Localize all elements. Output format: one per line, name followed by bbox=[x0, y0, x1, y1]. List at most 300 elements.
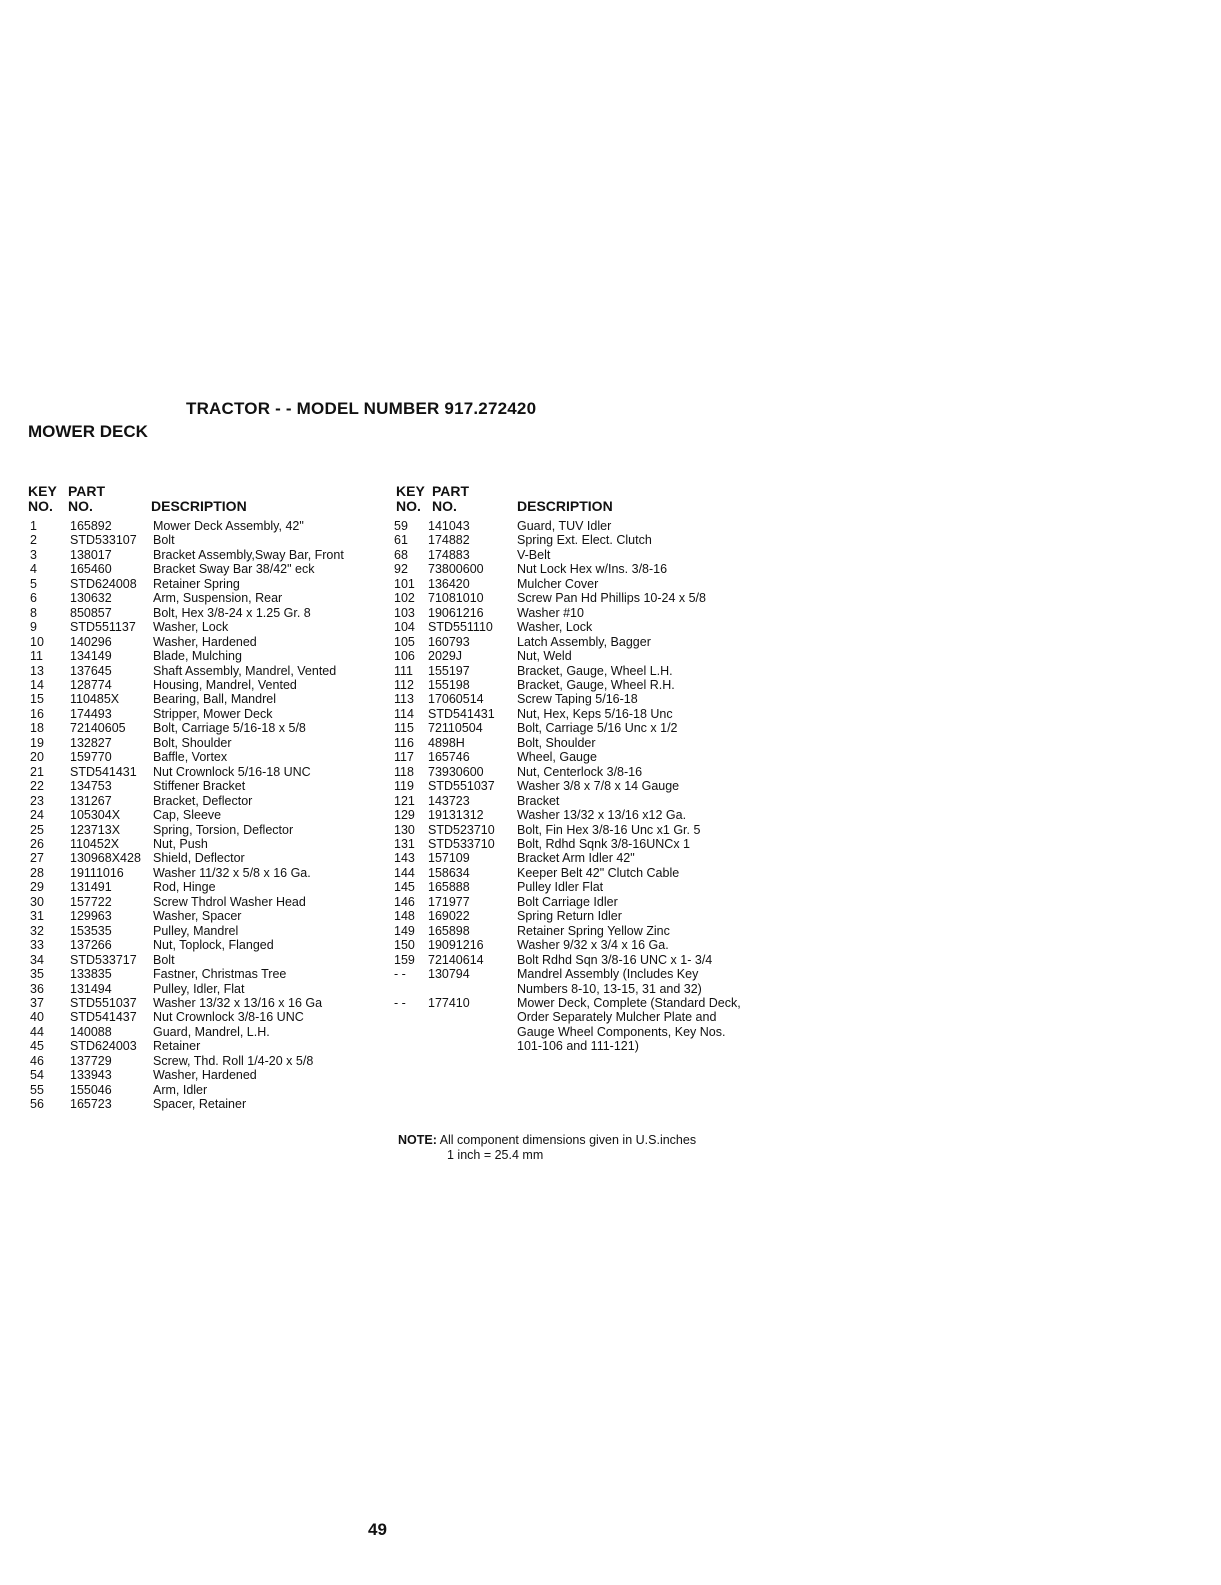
parts-row bbox=[30, 533, 378, 547]
key-no: 36 bbox=[30, 981, 44, 996]
part-no: 129963 bbox=[70, 909, 112, 924]
part-no: 73800600 bbox=[428, 562, 484, 577]
description: Bolt bbox=[153, 952, 175, 967]
key-no: 61 bbox=[394, 533, 408, 548]
description: Spring, Torsion, Deflector bbox=[153, 822, 294, 837]
part-no: 72140614 bbox=[428, 952, 484, 967]
part-no: 141043 bbox=[428, 519, 470, 533]
key-no: 44 bbox=[30, 1024, 44, 1039]
parts-row bbox=[394, 765, 745, 779]
key-no: 149 bbox=[394, 923, 415, 938]
description: Bolt Rdhd Sqn 3/8-16 UNC x 1- 3/4 bbox=[517, 952, 713, 967]
description: Spacer, Retainer bbox=[153, 1097, 247, 1112]
part-no: 131494 bbox=[70, 981, 112, 996]
parts-row bbox=[30, 924, 378, 938]
parts-row bbox=[394, 779, 745, 793]
key-no: 1 bbox=[30, 519, 37, 533]
parts-row bbox=[30, 692, 378, 706]
parts-row bbox=[30, 808, 378, 822]
parts-row bbox=[30, 664, 378, 678]
key-no: - - bbox=[394, 995, 406, 1010]
description: Washer, Hardened bbox=[153, 634, 257, 649]
key-no: 118 bbox=[394, 764, 414, 779]
parts-row bbox=[30, 736, 378, 750]
description: Guard, TUV Idler bbox=[517, 519, 612, 533]
part-no: 19091216 bbox=[428, 938, 484, 953]
key-no: 143 bbox=[394, 851, 415, 866]
part-no: 157109 bbox=[428, 851, 470, 866]
parts-row bbox=[394, 909, 745, 923]
part-no: 137645 bbox=[70, 663, 112, 678]
parts-row bbox=[394, 548, 745, 562]
parts-row bbox=[394, 837, 745, 851]
parts-row bbox=[394, 938, 745, 952]
key-no: 112 bbox=[394, 677, 414, 692]
description: Bolt, Carriage 5/16-18 x 5/8 bbox=[153, 721, 306, 736]
key-no: 144 bbox=[394, 865, 415, 880]
key-no: 54 bbox=[30, 1068, 44, 1083]
key-no: 35 bbox=[30, 967, 44, 982]
description: Screw Thdrol Washer Head bbox=[153, 894, 306, 909]
parts-row bbox=[394, 664, 745, 678]
part-no: 169022 bbox=[428, 909, 470, 924]
description: Retainer Spring bbox=[153, 576, 240, 591]
key-no: 21 bbox=[30, 764, 44, 779]
part-no: 143723 bbox=[428, 793, 470, 808]
parts-row bbox=[394, 967, 745, 996]
key-no: 19 bbox=[30, 735, 44, 750]
description: Nut Crownlock 5/16-18 UNC bbox=[153, 764, 311, 779]
parts-row bbox=[30, 1039, 378, 1053]
parts-row bbox=[394, 750, 745, 764]
parts-row bbox=[394, 895, 745, 909]
description: Screw, Thd. Roll 1/4-20 x 5/8 bbox=[153, 1053, 314, 1068]
part-no: STD523710 bbox=[428, 822, 495, 837]
parts-row bbox=[30, 909, 378, 923]
description: Latch Assembly, Bagger bbox=[517, 634, 651, 649]
description: Blade, Mulching bbox=[153, 649, 242, 664]
parts-row bbox=[394, 996, 745, 1054]
part-no: STD533717 bbox=[70, 952, 137, 967]
key-no: 18 bbox=[30, 721, 44, 736]
key-no: 119 bbox=[394, 779, 414, 794]
part-no: 132827 bbox=[70, 735, 112, 750]
key-no: 6 bbox=[30, 591, 37, 606]
description: Washer #10 bbox=[517, 605, 584, 620]
part-no: 2029J bbox=[428, 649, 463, 664]
parts-row bbox=[394, 866, 745, 880]
part-no: 174883 bbox=[428, 547, 470, 562]
key-no-header: KEY NO. bbox=[396, 483, 425, 514]
part-no: 155197 bbox=[428, 663, 470, 678]
dimensions-note bbox=[398, 1133, 696, 1162]
part-no: 110485X bbox=[70, 692, 120, 707]
key-no: 24 bbox=[30, 808, 44, 823]
description: Mandrel Assembly (Includes Key Numbers 8-10, 13-15, 31 and 32) bbox=[517, 967, 702, 996]
parts-row bbox=[30, 967, 378, 981]
parts-row bbox=[30, 779, 378, 793]
parts-row bbox=[394, 823, 745, 837]
key-no: 40 bbox=[30, 1010, 44, 1025]
parts-row bbox=[394, 533, 745, 547]
key-no: 10 bbox=[30, 634, 44, 649]
description: Bearing, Ball, Mandrel bbox=[153, 692, 276, 707]
parts-row bbox=[30, 794, 378, 808]
part-no: 105304X bbox=[70, 808, 121, 823]
description: Bolt, Shoulder bbox=[153, 735, 232, 750]
key-no: 16 bbox=[30, 706, 44, 721]
part-no: 133943 bbox=[70, 1068, 112, 1083]
key-no: 22 bbox=[30, 779, 44, 794]
key-no: 146 bbox=[394, 894, 415, 909]
key-no: 92 bbox=[394, 562, 408, 577]
description: Arm, Suspension, Rear bbox=[153, 591, 283, 606]
key-no: 130 bbox=[394, 822, 415, 837]
parts-row bbox=[394, 635, 745, 649]
part-no: STD541431 bbox=[70, 764, 137, 779]
description: Shield, Deflector bbox=[153, 851, 245, 866]
description: Bracket, Gauge, Wheel L.H. bbox=[517, 663, 673, 678]
parts-row bbox=[394, 721, 745, 735]
description: Nut, Weld bbox=[517, 649, 572, 664]
description: Bolt Carriage Idler bbox=[517, 894, 618, 909]
description: Nut, Centerlock 3/8-16 bbox=[517, 764, 643, 779]
part-no: 134753 bbox=[70, 779, 112, 794]
parts-row bbox=[30, 577, 378, 591]
parts-row bbox=[30, 620, 378, 634]
key-no: 59 bbox=[394, 519, 408, 533]
parts-row bbox=[394, 707, 745, 721]
parts-row bbox=[394, 851, 745, 865]
parts-row bbox=[30, 678, 378, 692]
description: Bracket Assembly,Sway Bar, Front bbox=[153, 547, 344, 562]
key-no: 32 bbox=[30, 923, 44, 938]
description: Bracket, Gauge, Wheel R.H. bbox=[517, 677, 675, 692]
key-no: 148 bbox=[394, 909, 415, 924]
note-text: All component dimensions given in U.S.inches bbox=[439, 1133, 697, 1147]
key-no: 8 bbox=[30, 605, 37, 620]
parts-row bbox=[394, 678, 745, 692]
key-no: 29 bbox=[30, 880, 44, 895]
page-number: 49 bbox=[368, 1520, 387, 1539]
description: Bracket bbox=[517, 793, 560, 808]
key-no: 34 bbox=[30, 952, 44, 967]
parts-row bbox=[394, 924, 745, 938]
key-no: 56 bbox=[30, 1097, 44, 1112]
description: Rod, Hinge bbox=[153, 880, 216, 895]
parts-row bbox=[30, 1068, 378, 1082]
key-no: 26 bbox=[30, 836, 44, 851]
part-no: 157722 bbox=[70, 894, 112, 909]
key-no: 3 bbox=[30, 547, 37, 562]
description: Pulley Idler Flat bbox=[517, 880, 604, 895]
key-no: 145 bbox=[394, 880, 415, 895]
part-no: 165723 bbox=[70, 1097, 112, 1112]
key-no: 114 bbox=[394, 706, 414, 721]
key-no: - - bbox=[394, 967, 406, 982]
part-no: 133835 bbox=[70, 967, 112, 982]
key-no: 20 bbox=[30, 750, 44, 765]
parts-row bbox=[30, 765, 378, 779]
parts-row bbox=[394, 692, 745, 706]
section-title: MOWER DECK bbox=[28, 422, 148, 441]
description: Nut, Push bbox=[153, 836, 208, 851]
key-no: 2 bbox=[30, 533, 37, 548]
key-no: 5 bbox=[30, 576, 37, 591]
key-no: 111 bbox=[394, 663, 414, 678]
key-no-header: KEY NO. bbox=[28, 483, 57, 514]
parts-row bbox=[30, 837, 378, 851]
key-no: 106 bbox=[394, 649, 415, 664]
part-no: 4898H bbox=[428, 735, 465, 750]
description: Stiffener Bracket bbox=[153, 779, 246, 794]
part-no: 73930600 bbox=[428, 764, 484, 779]
part-no: STD541437 bbox=[70, 1010, 137, 1025]
part-no: STD551110 bbox=[428, 620, 493, 635]
key-no: 150 bbox=[394, 938, 415, 953]
part-no: 136420 bbox=[428, 576, 470, 591]
part-no: 850857 bbox=[70, 605, 112, 620]
part-no: 174493 bbox=[70, 706, 112, 721]
part-no: 174882 bbox=[428, 533, 470, 548]
part-no: 131267 bbox=[70, 793, 112, 808]
key-no: 31 bbox=[30, 909, 44, 924]
part-no: 171977 bbox=[428, 894, 470, 909]
key-no: 45 bbox=[30, 1039, 44, 1054]
part-no: 165888 bbox=[428, 880, 470, 895]
description: Washer 13/32 x 13/16 x12 Ga. bbox=[517, 808, 687, 823]
note-conversion: 1 inch = 25.4 mm bbox=[447, 1147, 544, 1162]
key-no: 28 bbox=[30, 865, 44, 880]
parts-row bbox=[30, 721, 378, 735]
description: Cap, Sleeve bbox=[153, 808, 222, 823]
description: Screw Taping 5/16-18 bbox=[517, 692, 638, 707]
description: Bolt, Rdhd Sqnk 3/8-16UNCx 1 bbox=[517, 836, 691, 851]
part-no: STD551037 bbox=[70, 995, 137, 1010]
description: Washer, Hardened bbox=[153, 1068, 257, 1083]
part-no: STD551037 bbox=[428, 779, 495, 794]
part-no: 155046 bbox=[70, 1082, 112, 1097]
part-no: 128774 bbox=[70, 677, 112, 692]
part-no: 19131312 bbox=[428, 808, 484, 823]
description: Washer 9/32 x 3/4 x 16 Ga. bbox=[517, 938, 669, 953]
key-no: 104 bbox=[394, 620, 415, 635]
part-no: 140088 bbox=[70, 1024, 112, 1039]
part-no: 130632 bbox=[70, 591, 112, 606]
parts-row bbox=[30, 880, 378, 894]
part-no: 165460 bbox=[70, 562, 112, 577]
part-no: 158634 bbox=[428, 865, 470, 880]
description: Bolt, Fin Hex 3/8-16 Unc x1 Gr. 5 bbox=[517, 822, 701, 837]
description: Shaft Assembly, Mandrel, Vented bbox=[153, 663, 337, 678]
description: Washer, Lock bbox=[153, 620, 229, 635]
key-no: 131 bbox=[394, 836, 415, 851]
note-label: NOTE: bbox=[398, 1133, 437, 1147]
description: Pulley, Idler, Flat bbox=[153, 981, 245, 996]
parts-row bbox=[30, 938, 378, 952]
part-no: 134149 bbox=[70, 649, 112, 664]
part-no: STD551137 bbox=[70, 620, 136, 635]
description-header: DESCRIPTION bbox=[517, 498, 613, 514]
parts-row bbox=[30, 707, 378, 721]
description: Mulcher Cover bbox=[517, 576, 599, 591]
description: Bolt, Carriage 5/16 Unc x 1/2 bbox=[517, 721, 678, 736]
part-no: 72110504 bbox=[428, 721, 483, 736]
key-no: 121 bbox=[394, 793, 415, 808]
description: Bracket, Deflector bbox=[153, 793, 253, 808]
key-no: 46 bbox=[30, 1053, 44, 1068]
description: Fastner, Christmas Tree bbox=[153, 967, 287, 982]
part-no: 165898 bbox=[428, 923, 470, 938]
part-no: 19111016 bbox=[70, 865, 124, 880]
key-no: 14 bbox=[30, 677, 44, 692]
parts-row bbox=[394, 606, 745, 620]
part-no: 71081010 bbox=[428, 591, 484, 606]
parts-row bbox=[30, 606, 378, 620]
description: Retainer bbox=[153, 1039, 201, 1054]
description: V-Belt bbox=[517, 547, 551, 562]
key-no: 105 bbox=[394, 634, 415, 649]
description: Arm, Idler bbox=[153, 1082, 208, 1097]
part-no: 177410 bbox=[428, 995, 470, 1010]
parts-row bbox=[394, 808, 745, 822]
parts-row bbox=[394, 562, 745, 576]
parts-row bbox=[394, 736, 745, 750]
part-no: 165746 bbox=[428, 750, 470, 765]
key-no: 101 bbox=[394, 576, 415, 591]
key-no: 129 bbox=[394, 808, 415, 823]
key-no: 11 bbox=[30, 649, 43, 664]
part-no: STD533107 bbox=[70, 533, 137, 548]
part-no: 160793 bbox=[428, 634, 470, 649]
key-no: 4 bbox=[30, 562, 37, 577]
description: Guard, Mandrel, L.H. bbox=[153, 1024, 270, 1039]
part-no: 137266 bbox=[70, 938, 112, 953]
description: Washer 13/32 x 13/16 x 16 Ga bbox=[153, 995, 323, 1010]
parts-row bbox=[394, 620, 745, 634]
parts-row bbox=[394, 880, 745, 894]
part-no: STD624008 bbox=[70, 576, 137, 591]
parts-row bbox=[30, 982, 378, 996]
description: Nut Crownlock 3/8-16 UNC bbox=[153, 1010, 304, 1025]
description: Baffle, Vortex bbox=[153, 750, 228, 765]
parts-row bbox=[30, 996, 378, 1010]
parts-row bbox=[394, 649, 745, 663]
description: Wheel, Gauge bbox=[517, 750, 597, 765]
description: Retainer Spring Yellow Zinc bbox=[517, 923, 670, 938]
parts-row bbox=[30, 1010, 378, 1024]
key-no: 9 bbox=[30, 620, 37, 635]
key-no: 15 bbox=[30, 692, 44, 707]
key-no: 27 bbox=[30, 851, 44, 866]
description: Mower Deck Assembly, 42" bbox=[153, 519, 304, 533]
parts-row bbox=[30, 1097, 378, 1111]
key-no: 30 bbox=[30, 894, 44, 909]
key-no: 116 bbox=[394, 735, 414, 750]
part-no: STD533710 bbox=[428, 836, 495, 851]
description: Washer, Lock bbox=[517, 620, 593, 635]
part-no: STD541431 bbox=[428, 706, 495, 721]
parts-row bbox=[30, 635, 378, 649]
description: Bolt bbox=[153, 533, 175, 548]
key-no: 37 bbox=[30, 995, 44, 1010]
parts-row bbox=[30, 591, 378, 605]
parts-row bbox=[394, 591, 745, 605]
description: Washer, Spacer bbox=[153, 909, 242, 924]
part-no: 123713X bbox=[70, 822, 121, 837]
key-no: 33 bbox=[30, 938, 44, 953]
parts-row bbox=[30, 562, 378, 576]
part-no: 72140605 bbox=[70, 721, 126, 736]
description: Bolt, Shoulder bbox=[517, 735, 596, 750]
parts-row bbox=[30, 750, 378, 764]
parts-row bbox=[394, 577, 745, 591]
description: Spring Ext. Elect. Clutch bbox=[517, 533, 652, 548]
parts-row bbox=[30, 519, 378, 533]
part-no: 140296 bbox=[70, 634, 112, 649]
key-no: 115 bbox=[394, 721, 414, 736]
parts-row bbox=[30, 1054, 378, 1068]
key-no: 117 bbox=[394, 750, 414, 765]
key-no: 23 bbox=[30, 793, 44, 808]
parts-list-left bbox=[30, 519, 378, 1112]
part-no: 131491 bbox=[70, 880, 112, 895]
part-no: 137729 bbox=[70, 1053, 112, 1068]
part-no: 153535 bbox=[70, 923, 112, 938]
description: Spring Return Idler bbox=[517, 909, 622, 924]
part-no: 19061216 bbox=[428, 605, 484, 620]
parts-row bbox=[30, 649, 378, 663]
parts-row bbox=[30, 953, 378, 967]
parts-row bbox=[394, 794, 745, 808]
parts-row bbox=[30, 866, 378, 880]
description: Bracket Sway Bar 38/42" eck bbox=[153, 562, 315, 577]
key-no: 68 bbox=[394, 547, 408, 562]
key-no: 102 bbox=[394, 591, 415, 606]
part-no: 159770 bbox=[70, 750, 112, 765]
description: Pulley, Mandrel bbox=[153, 923, 239, 938]
parts-row bbox=[30, 851, 378, 865]
part-no: 110452X bbox=[70, 836, 120, 851]
part-no: 17060514 bbox=[428, 692, 484, 707]
description: Washer 3/8 x 7/8 x 14 Gauge bbox=[517, 779, 680, 794]
parts-row bbox=[394, 519, 745, 533]
key-no: 159 bbox=[394, 952, 415, 967]
part-no: 138017 bbox=[70, 547, 112, 562]
description: Washer 11/32 x 5/8 x 16 Ga. bbox=[153, 865, 311, 880]
page-title: TRACTOR - - MODEL NUMBER 917.272420 bbox=[186, 399, 537, 418]
parts-row bbox=[30, 1025, 378, 1039]
parts-row bbox=[30, 823, 378, 837]
parts-row bbox=[30, 895, 378, 909]
part-no: 165892 bbox=[70, 519, 112, 533]
part-no: 130968X428 bbox=[70, 851, 141, 866]
description: Mower Deck, Complete (Standard Deck, Order Separately Mulcher Plate and Gauge Wheel Components, Key Nos. 101-106 and 111-121) bbox=[517, 995, 741, 1054]
description: Nut, Hex, Keps 5/16-18 Unc bbox=[517, 706, 673, 721]
description: Screw Pan Hd Phillips 10-24 x 5/8 bbox=[517, 591, 706, 606]
key-no: 113 bbox=[394, 692, 414, 707]
description: Housing, Mandrel, Vented bbox=[153, 677, 297, 692]
part-no: STD624003 bbox=[70, 1039, 137, 1054]
part-no: 130794 bbox=[428, 967, 470, 982]
description: Stripper, Mower Deck bbox=[153, 706, 273, 721]
key-no: 103 bbox=[394, 605, 415, 620]
description: Bolt, Hex 3/8-24 x 1.25 Gr. 8 bbox=[153, 605, 311, 620]
description: Bracket Arm Idler 42" bbox=[517, 851, 635, 866]
parts-list-right bbox=[394, 519, 745, 1054]
key-no: 13 bbox=[30, 663, 44, 678]
description: Keeper Belt 42" Clutch Cable bbox=[517, 865, 680, 880]
